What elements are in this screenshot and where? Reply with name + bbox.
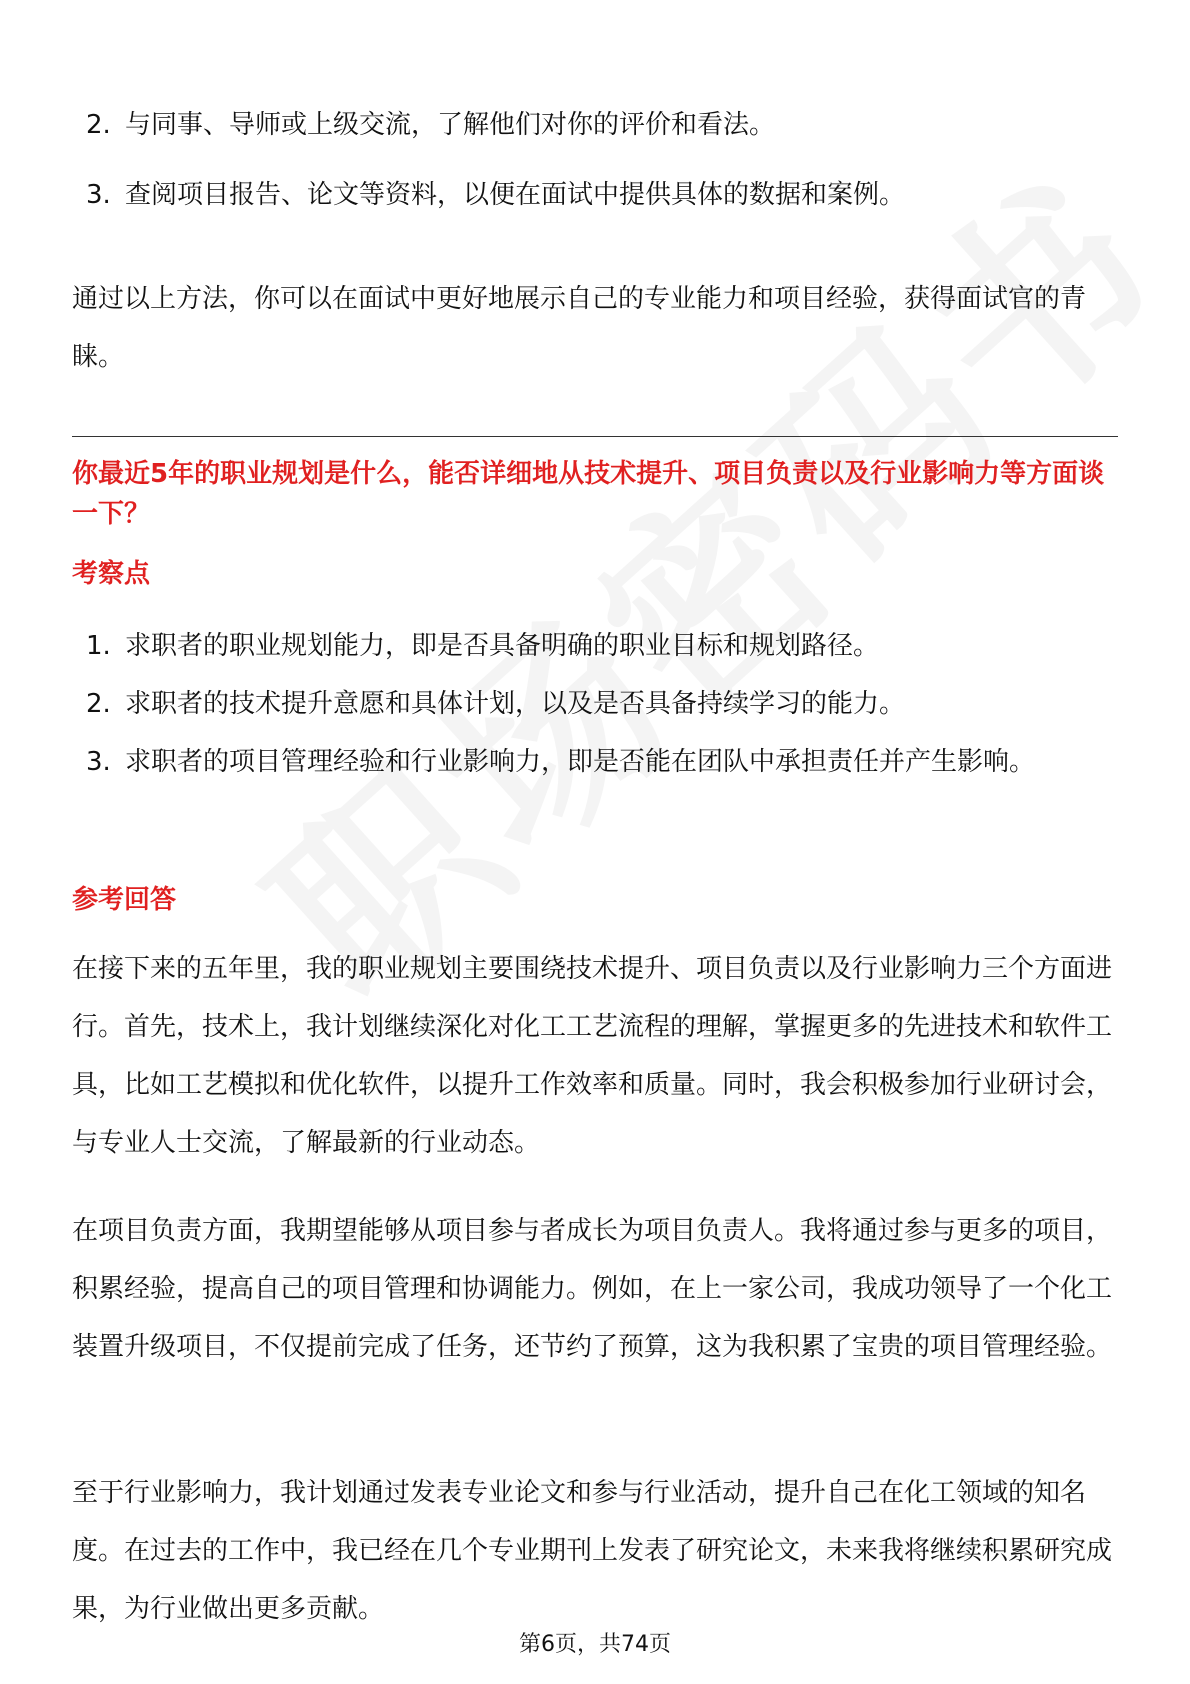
answer-paragraph: 至于行业影响力，我计划通过发表专业论文和参与行业活动，提升自己在化工领域的知名度。在过去的工作中，我已经在几个专业期刊上发表了研究论文，未来我将继续积累研究成果，为行业做出更多贡献。: [72, 1478, 1113, 1624]
watermark: [200, 101, 1190, 1055]
question-title: 你最近5年的职业规划是什么，能否详细地从技术提升、项目负责以及行业影响力等方面谈一下？: [72, 459, 1105, 529]
list-text: 求职者的项目管理经验和行业影响力，即是否能在团队中承担责任并产生影响。: [125, 747, 1036, 777]
page-footer: 第6页，共74页: [519, 1632, 671, 1657]
list-number: 1.: [86, 631, 111, 661]
list-text: 与同事、导师或上级交流，了解他们对你的评价和看法。: [125, 110, 776, 140]
list-item: [72, 675, 1118, 733]
list-item: [72, 617, 1118, 675]
list-item: [72, 96, 1118, 154]
answer-paragraph: 在项目负责方面，我期望能够从项目参与者成长为项目负责人。我将通过参与更多的项目，积累经验，提高自己的项目管理和协调能力。例如，在上一家公司，我成功领导了一个化工装置升级项目，不仅提前完成了任务，还节约了预算，这为我积累了宝贵的项目管理经验。: [72, 1216, 1113, 1362]
list-number: 3.: [86, 180, 111, 210]
list-number: 2.: [86, 689, 111, 719]
list-item: [72, 166, 1118, 224]
list-number: 2.: [86, 110, 111, 140]
list-text: 查阅项目报告、论文等资料，以便在面试中提供具体的数据和案例。: [125, 180, 906, 210]
list-number: 3.: [86, 747, 111, 777]
answer-heading: 参考回答: [72, 885, 177, 915]
list-item: [72, 733, 1118, 791]
list-text: 求职者的技术提升意愿和具体计划，以及是否具备持续学习的能力。: [125, 689, 906, 719]
summary-paragraph: 通过以上方法，你可以在面试中更好地展示自己的专业能力和项目经验，获得面试官的青睐。: [72, 284, 1087, 372]
list-text: 求职者的职业规划能力，即是否具备明确的职业目标和规划路径。: [125, 631, 880, 661]
kaocha-heading: 考察点: [72, 559, 151, 589]
answer-paragraph: 在接下来的五年里，我的职业规划主要围绕技术提升、项目负责以及行业影响力三个方面进行。首先，技术上，我计划继续深化对化工工艺流程的理解，掌握更多的先进技术和软件工具，比如工艺模拟和优化软件，以提升工作效率和质量。同时，我会积极参加行业研讨会，与专业人士交流，了解最新的行业动态。: [72, 954, 1113, 1158]
section-divider: [72, 436, 1118, 437]
